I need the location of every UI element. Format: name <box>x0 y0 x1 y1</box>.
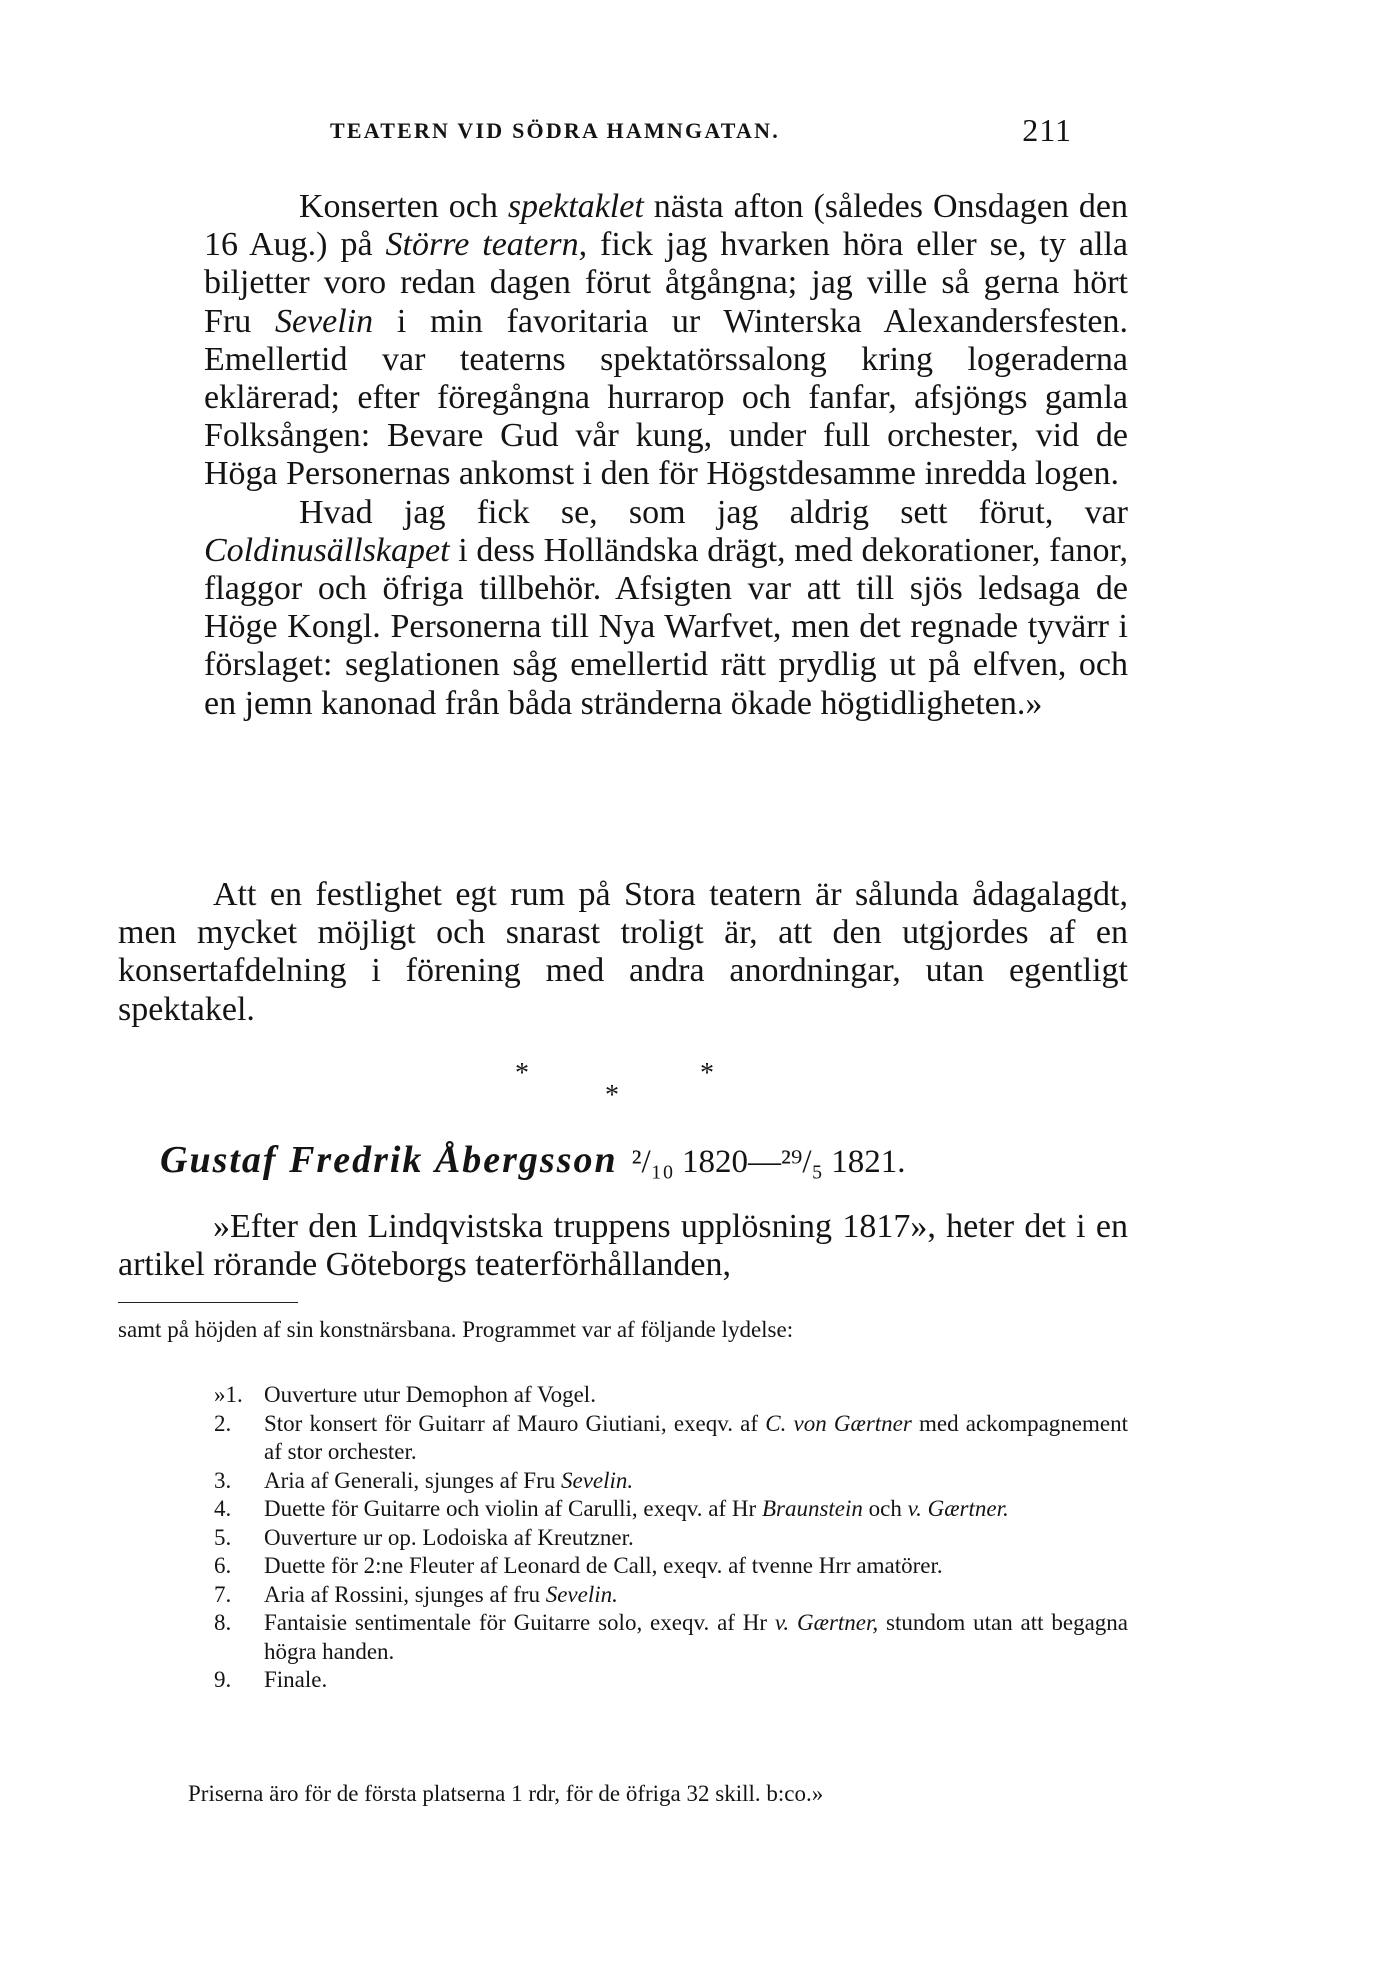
text-run: och <box>862 1496 908 1521</box>
program-item-number: 7. <box>214 1581 232 1607</box>
text-run: med ackompagnement af stor orchester. <box>264 1410 1129 1464</box>
program-item-text <box>264 1495 1128 1524</box>
text-run: Stor konsert för Guitarr af Mauro Giutiani, exeqv. af <box>264 1410 766 1436</box>
italic-text: Sevelin. <box>560 1467 634 1493</box>
program-item-text <box>264 1609 1128 1666</box>
quote-paragraph-1 <box>204 188 1128 494</box>
program-item <box>118 1552 1128 1581</box>
section-paragraph <box>118 1208 1128 1284</box>
program-item <box>118 1609 1128 1666</box>
program-item-number: 9. <box>214 1667 232 1692</box>
program-item <box>118 1666 1128 1695</box>
program-item <box>118 1581 1128 1610</box>
text-run: Duette för 2:ne Fleuter af Leonard de Call, exeqv. af tvenne Hrr amatörer. <box>264 1553 943 1578</box>
italic-text: Större teatern, <box>385 226 588 264</box>
text-run: stundom utan att begagna högra handen. <box>264 1610 1129 1664</box>
separator-star: * <box>605 1080 619 1111</box>
program-item <box>118 1524 1128 1553</box>
text-run: Fantaisie sentimentale för Guitarre solo, exeqv. af Hr <box>264 1610 775 1635</box>
section-heading <box>160 1138 1120 1188</box>
program-list <box>118 1381 1128 1695</box>
program-item-number: 5. <box>214 1524 232 1550</box>
text-run: Hvad jag fick se, som jag aldrig sett förut, var <box>299 493 1128 531</box>
program-item-number: 8. <box>214 1610 232 1635</box>
program-item-number: 4. <box>214 1496 232 1521</box>
quote-paragraph-2 <box>204 494 1128 723</box>
program-item-text <box>264 1410 1128 1467</box>
program-item-number: »1. <box>214 1382 243 1407</box>
program-item-text <box>264 1381 1128 1410</box>
running-title: TEATERN VID SÖDRA HAMNGATAN. <box>330 118 780 143</box>
program-item-text <box>264 1666 1128 1695</box>
main-paragraph <box>118 876 1128 1029</box>
italic-text: Sevelin <box>274 302 374 340</box>
quoted-passage <box>204 188 1128 723</box>
closing-text: Priserna äro för de första platserna 1 rdr, för de öfriga 32 skill. b:co.» <box>188 1781 824 1806</box>
program-item-text <box>264 1581 1128 1610</box>
italic-text: C. von Gærtner <box>765 1410 912 1436</box>
separator-star: * <box>515 1058 529 1089</box>
page-number: 211 <box>1022 112 1072 148</box>
section-separator <box>515 1058 745 1128</box>
program-item <box>118 1467 1128 1496</box>
italic-text: Coldinusällskapet <box>204 531 450 569</box>
italic-text: v. Gærtner. <box>907 1496 1009 1521</box>
program-item-text <box>264 1467 1128 1496</box>
text-run: Aria af Rossini, sjunges af fru <box>264 1581 546 1607</box>
text-run: i dess Holländska drägt, med dekorationer, fanor, flaggor och öfriga tillbehör. Afsigten var att till sjös ledsaga de Höge Kongl. Personerna till Nya Warfvet, men det regnade tyvärr i förslaget: seglationen såg emellertid rätt prydlig ut på elfven, och en jemn kanonad från båda stränderna ökade högtidligheten.» <box>204 531 1128 722</box>
italic-text: v. Gærtner, <box>774 1610 879 1635</box>
text-run: Ouverture utur Demophon af Vogel. <box>264 1382 596 1407</box>
text-run: Ouverture ur op. Lodoiska af Kreutzner. <box>264 1524 634 1550</box>
footnote-rule <box>118 1302 298 1303</box>
text-run: Finale. <box>264 1667 328 1692</box>
text-run: Konserten och <box>299 188 508 225</box>
text-run: Duette för Guitarre och violin af Carulli, exeqv. af Hr <box>264 1496 762 1521</box>
italic-text: Sevelin. <box>545 1581 618 1607</box>
text-run: fick jag hvarken höra eller se, ty alla biljetter voro redan dagen förut åtgångna; jag ville så gerna hört Fru <box>204 226 1128 340</box>
program-item <box>118 1410 1128 1467</box>
text-run: nästa afton (således Onsdagen den 16 Aug.) på <box>204 188 1129 264</box>
section-name: Gustaf Fredrik Åbergsson <box>160 1139 618 1181</box>
program-item <box>118 1381 1128 1410</box>
footnote-closing <box>118 1779 1128 1809</box>
page-header <box>330 112 1082 156</box>
section-first-lines: »Efter den Lindqvistska truppens upplösning 1817», heter det i en artikel rörande Göteborgs teaterförhållanden, <box>118 1208 1128 1284</box>
main-paragraph-text: Att en festlighet egt rum på Stora teatern är sålunda ådagalagdt, men mycket möjligt och snarast troligt är, att den utgjordes af en konsertafdelning i förening med andra anordningar, utan egentligt spektakel. <box>118 876 1128 1028</box>
program-item-number: 3. <box>214 1467 232 1493</box>
program-item-number: 6. <box>214 1553 232 1578</box>
program-item-text <box>264 1524 1128 1553</box>
program-item <box>118 1495 1128 1524</box>
text-run: i min favoritaria ur Winterska Alexandersfesten. Emellertid var teaterns spektatörssalong kring logeraderna eklärerad; efter föregångna hurrarop och fanfar, afsjöngs gamla Folksången: Bevare Gud vår kung, under full orchester, vid de Höga Personernas ankomst i den för Högstdesamme inredda logen. <box>204 302 1128 493</box>
section-dates: ²/₁₀ 1820—²⁹/₅ 1821. <box>631 1144 906 1180</box>
italic-text: spektaklet <box>507 188 644 225</box>
text-run: Aria af Generali, sjunges af Fru <box>264 1467 561 1493</box>
program-item-text <box>264 1552 1128 1581</box>
footnote-intro: samt på höjden af sin konstnärsbana. Programmet var af följande lydelse: <box>118 1317 794 1342</box>
separator-star: * <box>700 1058 714 1089</box>
program-item-number: 2. <box>214 1410 232 1436</box>
italic-text: Braunstein <box>761 1496 863 1521</box>
